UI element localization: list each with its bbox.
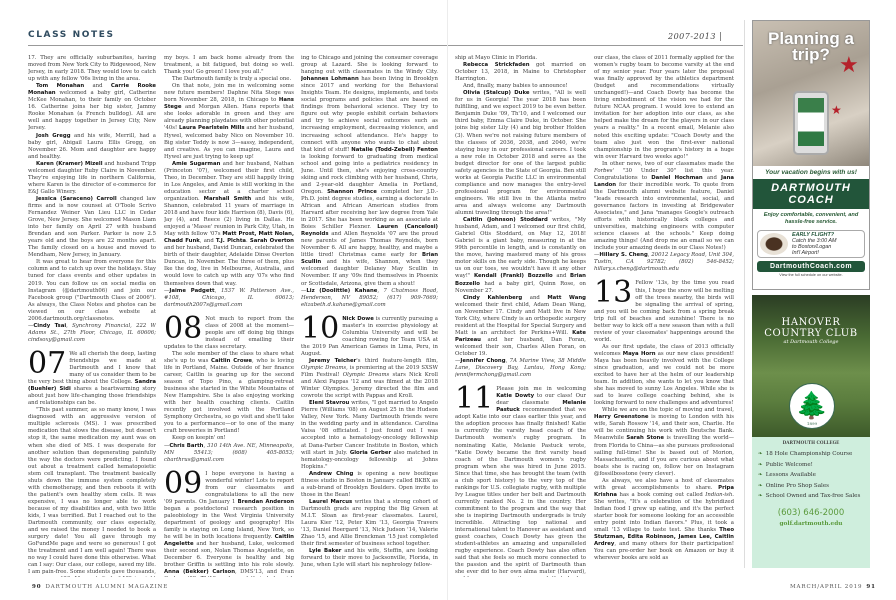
college-name: DARTMOUTH COLLEGE	[782, 440, 840, 445]
text-run: The Dartmouth family is truly a special one.	[172, 76, 292, 83]
classmate-name: Katie Dowty	[496, 393, 535, 400]
classmate-name: Gloria Gerber	[349, 449, 392, 456]
classmate-name: Caitlin Crowe	[211, 357, 253, 364]
correspondent-signoff	[594, 252, 734, 273]
text-run: and his wife, Shannon, when they welcomed daughter Delaney May Scullin in November. If any '09s find themselves in Phoenix or Scottsdale, Arizona, give them a shout!	[301, 259, 438, 287]
text-run: ship at Mayo Clinic in Florida.	[455, 55, 538, 61]
text-run: is travelling the world—from Florida to China—as she pursues professional sailing full-time! She is based out of Morion, Massachusetts, and if you are curious about what boats she is racing on, follow her on Instagram @fossilbosstone (very clever).	[594, 435, 734, 477]
class-note-paragraph	[301, 400, 438, 470]
text-run: As our first update, the class of 2013 officially welcomes	[594, 343, 734, 357]
class-note-paragraph	[594, 478, 734, 563]
ad-pitch: Enjoy comfortable, convenient, and hassle-free service.	[763, 212, 859, 225]
class-year-numeral: 08	[164, 310, 203, 346]
club-name-line2: COUNTRY CLUB	[764, 328, 858, 339]
class-note-paragraph	[594, 55, 734, 161]
text-run: , is premiering at the 2019 SXSW Film Festival!	[301, 365, 438, 379]
class-note-paragraph	[301, 499, 438, 548]
classmate-name: Liz (Doolittle) Kahane	[306, 287, 378, 294]
classmate-name: Maya Horn	[622, 350, 656, 357]
correspondent-signoff	[28, 323, 156, 344]
text-run: and her husband, Nathan (Princeton '07), welcomed their first child, Theo, in December. They are still happily living in Los Angeles, and Amie is still working in the education sector at a charter school organization.	[164, 160, 294, 202]
early-flight-line: Catch the 3:00 AM	[792, 237, 837, 244]
coffee-cup-icon	[760, 233, 788, 255]
class-year-section	[594, 275, 734, 343]
classmate-name: Sarah Stone	[626, 435, 664, 442]
smartphone-icon	[793, 91, 829, 155]
italic-text: Forbes	[594, 167, 613, 174]
text-run: and	[84, 83, 111, 90]
ad-tagline: Your vacation begins with us!	[765, 169, 857, 176]
footer-left	[28, 584, 168, 590]
classmate-name: Sandra (Buehler) Sidi	[28, 379, 156, 393]
early-flight-line: to Boston/Logan	[792, 244, 832, 250]
leaf-bullet-icon: ❧	[758, 482, 763, 489]
classmate-name: Matt Wang	[547, 294, 586, 301]
classmate-name: Karen (Kramer) Mizell	[36, 160, 103, 167]
class-year-numeral: 10	[301, 310, 340, 346]
text-run: Not much to report from the class of 2008 at the moment—people are off doing big things instead of emailing their updates to the class secretary.	[164, 315, 294, 350]
text-run: , who is loving life in Portland, Maine. Outside of her finance career, Caitlin is gearing up for the second season of Topo Pino, a glamping-retreat business she started in the White Mountains of New Hampshire. She is also enjoying working with her health coaching clients. Caitlin recently got involved with the Portland Symphony Orchestra, so go visit and she'll take you to a performance—or to one of the many craft breweries in Portland!	[164, 357, 294, 435]
classmate-name: Jaime Padgett	[169, 287, 215, 294]
text-run: ,	[505, 358, 510, 365]
italic-text: 310 14th Ave. NE, Minneapolis, MN 55413; (608) 405-8053; cbarthrus@gmail.com	[164, 442, 294, 463]
classmate-name: Carrie Rooke Monahan	[28, 83, 156, 97]
classmate-name: Caitlin (Johnson) Stoddard	[463, 217, 548, 224]
classmate-name: T.J. Plchta	[215, 238, 246, 245]
text-run: is moving to London with his wife, Sarah Rossow '14, and their son, Charlie. He will be continuing his work with Deutsche Bank. Meanwhile	[594, 414, 734, 442]
classmate-name: Laurel Marcus	[309, 498, 353, 505]
club-website-link[interactable]: golf.dartmouth.edu	[779, 520, 843, 527]
text-run: —	[301, 287, 307, 294]
text-run: , and	[199, 238, 216, 245]
class-note-paragraph	[164, 83, 294, 161]
header-rule	[28, 45, 743, 46]
text-run: "This past summer, as so many know, I was diagnosed with an aggressive version of multiple sclerosis (MS). I was prescribed medication that slows the disease, but doesn't stop it, the same medication my aunt was on when she died of MS. I was desperate for another solution than degenerating painfully the way the doctors were predicting. I found out about a treatment called hematopoietic stem cell transplant. The treatment basically shuts down the immune system completely with chemotherapy, and then reboots it with the patient's own healthy stem cells. It was expensive, I was no longer able to work because of my disabilities and, with two little kids, I was terrified. But I reached out to the Dartmouth community, our class especially, and we raised the money I needed to book a surgery date! You all gave through my GoFundMe page and were so generous! I got the treatment and I am well again! There was no way I could have done this otherwise. What can I say: Our class, our college, saved my life. I am pain-free. Some students gave thousands,	[28, 407, 156, 576]
classmate-name: Hans Stege	[164, 97, 294, 111]
classmate-name: Shannon Prince	[327, 188, 377, 195]
text-run: has been living in Brooklyn since 2017 and working for the Behavioral Insights Team. He designs, implements, and tests social programs and policies that are based on findings from behavioral science. They try to figure out why people exhibit certain behaviors and try to achieve social outcomes such as increasing employment, decreasing violence, and increasing school attendance. He's happy to connect with anyone who wants to chat about that kind of stuff!	[301, 76, 438, 153]
text-run: ' "30 Under 30" list this year. Congratulations to	[594, 167, 734, 181]
text-run: As always, we also have a host of classmates with great accomplishments to share.	[594, 477, 734, 491]
classmate-name: Jeremy Teicher	[309, 357, 357, 364]
classmate-name: Daniel Hochman	[651, 174, 703, 181]
text-run: and Allen Reynolds '07 are the proud new parents of James Thomas Reynolds, born November 6. All are happy, healthy, and maybe a little tired! Christmas came early for	[301, 231, 438, 259]
class-year-section	[301, 310, 438, 358]
coach-website-link[interactable]: DartmouthCoach.com	[757, 261, 865, 272]
italic-text: 20012 Legacy Road, Unit 304, Tustin, CA 92782; (802) 546-8452; hillary.s.cheng@dartmouth.edu	[594, 252, 734, 273]
class-note-paragraph	[594, 344, 734, 407]
text-run: While we are on the topic of moving and travel,	[602, 407, 734, 414]
italic-text: Olympic Dreams	[342, 372, 390, 379]
class-year-section	[164, 465, 294, 577]
text-run: The sole member of the class to share what she's up to was	[164, 350, 294, 364]
issue-date: MARCH/APRIL 2019	[790, 584, 863, 590]
dartmouth-coach-ad[interactable]	[752, 20, 870, 290]
class-years-range: 2007-2013	[668, 32, 721, 41]
classmate-name: Jana Landon	[594, 174, 734, 188]
text-run: On that note, join me in welcoming some new future members! Daphne Nita Stege was born November 28, 2018, in Chicago to	[164, 83, 294, 104]
text-run: our class, the class of 2011 formally applied for the women's rugby team to become varsity at the end of my senior year. Four years later the proposal was finally approved by the athletics department (budget and recommendations virtually unchanged!)—and Coach Dowty has become the living embodiment of the vision we had for the future NCAA program. I would love to extend an invitation for her adoption into our class, as she helped make the dream for the players in our class years a reality." In a recent email, Melanie also noted this exciting update: "Coach Dowty and the team also just won the first-ever national championship in the program's history in a huge win over Harvard two weeks ago!"	[594, 55, 734, 160]
class-note-paragraph	[301, 358, 438, 400]
class-note-paragraph	[28, 55, 156, 83]
text-run: And, finally, many babies to announce!	[463, 83, 568, 90]
correspondent-signoff	[164, 443, 294, 464]
text-run: also matched in hematology-oncology fellowship at Johns Hopkins."	[301, 449, 438, 470]
text-run: and his wife, Merrill, had a baby girl, Abigail Laura Ellis Gregg, on November 26. Mom and daughter are happy and healthy.	[28, 132, 156, 160]
classmate-name: Caitlin Angelette	[164, 534, 294, 548]
text-run: Please join me in welcoming	[496, 386, 586, 393]
early-flight-box	[757, 230, 865, 258]
ad-note: View the full schedule on our website.	[779, 273, 843, 277]
text-run: 's third feature-length film,	[356, 357, 438, 364]
class-year-section	[455, 381, 586, 577]
leaf-bullet-icon: ❧	[758, 493, 763, 499]
text-run: welcomed a baby girl, Catherine McKee Monahan, to their family on October 16. Catherine joins her big sister, Jammy Rooke Monahan (a French bulldog). All are well and happy together in Jersey City, New Jersey.	[28, 90, 156, 132]
classmate-name: Brendan Anderson	[237, 498, 294, 505]
ad-photo-beach-phone	[753, 21, 869, 166]
class-year-numeral: 07	[28, 345, 67, 381]
page-gutter	[447, 0, 448, 600]
classmate-name: Eleni Stavrou	[309, 400, 350, 407]
class-note-paragraph	[455, 55, 586, 62]
text-run: got married on October 13, 2018, in Maine to Christopher Harrington.	[455, 62, 586, 83]
text-run: and her husband, David Duncan, celebrated the birth of their daughter, Adelaide Dinse Overton Duncan, in November. The three of them, plus Ike the dog, live in Melbourne, Australia, and would love to catch up with any '07s who find themselves down that way.	[164, 245, 294, 287]
text-run: and her husband, Dan Foran, welcomed their son, Charles Allen Foran, on October 19.	[455, 336, 586, 357]
text-run: to our class! Our dear classmate	[496, 393, 586, 407]
classmate-name: Lyle Baker	[309, 548, 342, 555]
class-note-paragraph	[164, 161, 294, 288]
classmate-name: Lauren (Cancelosi) Reynolds	[301, 224, 438, 238]
class-year-numeral: 13	[594, 275, 633, 311]
text-run: has a book coming out called	[617, 491, 706, 498]
class-year-numeral: 09	[164, 465, 203, 501]
class-note-paragraph	[301, 471, 438, 499]
text-run: and	[702, 174, 721, 181]
hanover-country-club-ad[interactable]	[752, 295, 870, 568]
page-number-right: 91	[866, 584, 876, 590]
text-run: recommended that we adopt Katie into our class earlier this year, and the adoption process has finally finished! Katie is currently the varsity head coach of the Dartmouth women's rugby program. In nominating Katie, Melanie Pastuck wrote, "Katie Dowty became the first varsity head coach of the Dartmouth women's rugby program when she was hired in June 2015. Since that time, she has brought the team (with a club sport history) to the very top of the rankings for U.S. collegiate rugby, with multiple Ivy League titles under her belt and Dartmouth currently ranked No. 2 in the country. Her commitment to the program and the way that she is inspiring Dartmouth undergrads is truly incredible. Attracting top national and international talent to Hanover as assistant and guest coaches, Coach Dowty has given the student-athletes an amazing and unparalleled rugby experience. Coach Dowty has also often said that she feels so much more connected to the passion and the spirit of Dartmouth than she ever did to her own alma mater (Harvard),	[455, 407, 586, 576]
text-run: is currently pursuing a master's in exercise physiology at Columbia University and will be coaching rowing for Team USA at the 2019 Pan American Games in Lima, Peru, in August.	[301, 315, 438, 357]
text-run: .	[246, 238, 250, 245]
class-note-paragraph	[594, 407, 734, 477]
text-run: for their incredible work. To quote from the Dartmouth alumni website feature, Daniel "leads research into environmental, social, and governance factors in investing at Bridgewater Associates," and Jana "manages Google's outreach efforts with historically black colleges and universities, matching engineers with computer science classes at the schools." Keep doing amazing things! (And drop me an email so we can include your amazing deeds in our Class Notes!)	[594, 181, 734, 252]
text-run: had a baby girl, Quinn Rose, on November 27.	[455, 280, 586, 294]
text-run: ,	[377, 287, 384, 294]
class-note-paragraph	[164, 435, 294, 442]
classmate-name: Marshall Smith	[203, 195, 252, 202]
text-run: writes, "All is well for us in Georgia! The year 2018 has been fulfilling, and we expect 2019 to be even better. Benjamin Duke '09, Th'10, and I welcomed our third baby, Emma Claire Duke, in October. She joins big sister Lily (4) and big brother Holden (3). When we're not raising future members of the classes of 2036, 2038, and 2040, we're staying busy in our professional careers. I took a new role in October 2018 and serve as the budget director for one of the largest public safety agencies in the State of Georgia. Ben still works at Georgia Pacific LLC in environmental compliance and now manages the entry-level professional program for environmental engineers. We still live in the Atlanta metro area and always welcome any Dartmouth alumni traveling through the area!"	[455, 90, 586, 217]
correspondent-signoff	[164, 288, 294, 309]
text-run: is looking forward to graduating from medical school and going into a pediatrics residency in June. Until then, she's enjoying cross-country skiing and rock climbing with her husband, Chris, and 2-year-old daughter Amelia in Portland, Oregon.	[301, 153, 438, 195]
class-year-section	[28, 345, 156, 407]
italic-text: 1537 W. Patterson Ave., #108, Chicago, IL 60613; dartmouth2007s@gmail.com	[164, 287, 294, 308]
class-note-paragraph	[28, 83, 156, 132]
class-note-paragraph	[28, 407, 156, 577]
text-run: and her husband, Hywel, welcomed baby Nico on November 10. Big sister Teddy is now 3—sassy, independent, and creative. As you can imagine, Laura and Hywel are just trying to keep up!	[164, 125, 294, 160]
classmate-name: Laura Pearlstein Mills	[178, 125, 245, 132]
classmate-name: Chris Barth	[169, 442, 204, 449]
text-run: and his wife, Shannon, celebrated 11 years of marriage in 2018 and have four kids Harrison (8), Davis (6), Jay (4), and Reece (2) living in Dallas. He enjoyed a 'Masse' reunion in Park City, Utah, in May with fellow '07s	[164, 195, 294, 238]
text-run: and her husband, Luke, welcomed their second son, Nolan Thomas Angelette, on December 6. Everyone is healthy and big brother Griffin is settling into his role slowly.	[164, 541, 294, 569]
classmate-name: Tom Monahan	[36, 83, 85, 90]
classmate-name: Anna (Bekker) Carlson	[164, 569, 236, 576]
text-run: changed law firms and is now counsel at O'Toole Scrivo Fernandez Weiner Van Lieu LLC in Cedar Grove, New Jersey. She welcomed Mason Liam into her family on April 27 with husband Brendan and son Parker. Parker is now 2.5 years old and the boys are 22 months apart. The family closed on a house and moved to Mendham, New Jersey, in January.	[28, 195, 156, 259]
class-note-paragraph	[455, 62, 586, 83]
italic-text: Synchrony Financial, 222 W Adams St., 27th Floor, Chicago, IL 60606; cindsoxy@gmail.com	[28, 322, 156, 343]
classmate-name: Kate Parizeau	[455, 329, 586, 343]
leaf-bullet-icon: ❧	[758, 451, 763, 457]
class-note-paragraph	[455, 90, 586, 217]
magazine-title: DARTMOUTH ALUMNI MAGAZINE	[45, 584, 169, 590]
footer-right	[790, 584, 880, 590]
ad-brand: DARTMOUTH COACH	[753, 179, 869, 209]
seal-year: 1899	[806, 421, 818, 426]
starfish-icon: ★	[839, 53, 859, 78]
starfish-icon: ★	[831, 103, 842, 117]
text-run: —	[164, 442, 170, 449]
text-run: In other news, two of our classmates made the	[602, 160, 734, 167]
class-note-paragraph	[301, 548, 438, 569]
classmate-name: Brian Scullin	[301, 252, 438, 266]
leaf-bullet-icon: ❧	[758, 472, 763, 478]
text-run: ing to Chicago and joining the consumer coverage group at Lazard. She is looking forward to hanging out with classmates in the Windy City.	[301, 55, 438, 76]
class-year-numeral: 11	[455, 381, 494, 417]
classmate-name: Brian Bozzello	[455, 273, 586, 287]
text-run: —	[455, 358, 461, 365]
text-run: writes that a strong cohort of Dartmouth grads are repping the Big Green at M.I.T. Sloan as first-year classmates. Laurel, Laura Kier '12, Peter Kim '13, Georgia Travers '13, Daniel Roergard '13, Nick Judson '14, Valerie Zhao '15, and Allie Brenckman '15 just completed their first semester of business school together.	[301, 498, 438, 548]
classmate-name: Melanie Pastuck	[496, 400, 586, 414]
classmate-name: Natalie (Todd-Zebell) Fenton	[351, 146, 438, 153]
leaf-bullet-icon: ❧	[758, 461, 763, 468]
text-column-1	[28, 55, 156, 577]
feature-item: ❧ 18 Hole Championship Course	[758, 451, 853, 457]
text-run: is opening a new boutique fitness studio in Boston in January called BKBX as a sub-brand of Brooklyn Boulders. Open invite to those in the Bean!	[301, 470, 438, 498]
classmate-name: Olivia (Stalcup) Duke	[463, 90, 530, 97]
early-flight-line: Int'l Airport!	[792, 250, 819, 257]
classmate-name: Johannes Lohmann	[301, 76, 359, 83]
club-phone[interactable]: (603) 646-2000	[777, 507, 845, 518]
ad-divider	[744, 20, 745, 568]
class-note-paragraph	[164, 55, 294, 76]
classmate-name: Matt Prost, Matt Nolan, Chadd Funk	[164, 231, 294, 245]
correspondent-signoff	[455, 358, 586, 379]
text-run: stars Nick Kroll and Alexi Pappas '12 and was filmed at the 2018 Winter Olympics. Jeremy directed the film and cowrote the script with Pappas and Kroll.	[301, 372, 438, 400]
class-note-paragraph	[301, 55, 438, 288]
section-title: CLASS NOTES	[28, 30, 115, 40]
correspondent-signoff	[301, 288, 438, 309]
text-column-3	[301, 55, 438, 577]
classmate-name: Theo Stutzman, Edita Robinson, James Lee, Caitlin Ardrey	[594, 527, 734, 548]
text-run: ,	[214, 287, 221, 294]
text-run: and	[552, 273, 571, 280]
text-run: welcomed their first child, Adam Dean Wang, on November 17. Cindy and Matt live in New York City, where Cindy is an orthopedic surgery resident at the Hospital for Special Surgery and Matt is an architect for Perkins+Will.	[455, 301, 586, 336]
class-note-paragraph	[164, 76, 294, 83]
italic-text: Indian-ish	[705, 491, 733, 498]
text-run: completed her J.D.-Ph.D. joint degree studies, earning a doctorate in African and African American studies from Harvard after receiving her law degree from Yale in 2017. She has been working as an associate at Boies Schiller Flexner.	[301, 188, 438, 231]
class-note-paragraph	[455, 83, 586, 90]
class-note-paragraph	[28, 259, 156, 322]
classmate-name: Jessica (Saraceno) Carroll	[36, 195, 117, 202]
classmate-name: Andrew Ching	[309, 470, 354, 477]
text-run: shares a heartwarming story about just how life-changing those friendships and relationships can be.	[28, 386, 156, 407]
text-run: began a postdoctoral research position in paleobiology in the West Virginia University department of geology and geography! His family is staying on Long Island, New York, so he will be in both locations frequently.	[164, 505, 294, 541]
text-run: as our new class president! Maya has been heavily involved with the College since graduation, and we could not be more excited to have her at the helm of our leadership team. In addition, she wants to let you know that she has moved to sunny Los Angeles. While she is sad to leave college coaching behind, she is looking forward to new challenges and adventures!	[594, 350, 734, 407]
text-run: I hope everyone is having a wonderful winter! Lots to report from our classmates and congratulations to all the new '09 parents. On January 1	[164, 470, 294, 505]
italic-text: Olympic Dreams	[301, 365, 347, 372]
class-note-paragraph	[28, 161, 156, 196]
text-run: 17. They are officially suburbanites, having moved from New York City to Ridgewood, New Jersey, in early 2018. They would love to catch up with any fellow '06s living in the area.	[28, 55, 156, 83]
text-run: —	[594, 252, 600, 259]
class-note-paragraph	[594, 161, 734, 253]
classmate-name: Cindy Kahlenberg	[463, 294, 523, 301]
text-run: and his wife, Steffin, are looking forward to their move to Jacksonville, Florida, in June, when Lyle will start his nephrology fellow-	[301, 548, 438, 569]
class-note-paragraph	[28, 133, 156, 161]
feature-item: ❧ Online Pro Shop Sales	[758, 482, 830, 489]
class-note-paragraph	[455, 295, 586, 358]
text-run: Fellow '13s, by the time you read this, I hope the snow will be melting off the trees nearby, the birds will be signaling the arrival of spring, and you will be coming back from a spring break trip full of beaches and sunshine! There is no better way to kick off a new season than with a full review of your classmates' happenings around the world.	[594, 280, 734, 343]
classmate-name: Nick Dowe	[342, 315, 374, 322]
club-name-line1: HANOVER	[781, 317, 841, 328]
classmate-name: Jennifer Chong	[460, 358, 506, 365]
feature-item: ❧ Public Welcome!	[758, 461, 813, 468]
text-run: ,	[647, 252, 652, 259]
text-run: , DMS'13, and Evan	[235, 569, 294, 576]
ad-headline: Planning a trip?	[768, 29, 854, 64]
classmate-name: Amie Sugarman	[172, 160, 221, 167]
text-run: , and many others for their participation! You can pre-order her book on Amazon or buy it wherever books are sold as	[594, 541, 734, 562]
classmate-name: Rebecca Strickfaden	[463, 62, 530, 69]
classmate-name: Sarah Overton	[249, 238, 294, 245]
pine-tree-seal-icon: 🌲 1899	[789, 383, 835, 429]
golf-course-photo	[752, 295, 870, 437]
classmate-name: Kendall (Frankl) Bozzello	[474, 273, 553, 280]
text-column-2	[164, 55, 294, 577]
text-run: ,	[66, 322, 73, 329]
text-run: my boys. I am back home already from the treatment, a bit fatigued, but doing so well. Thank you! Go green! I love you all."	[164, 55, 294, 76]
classmate-name: Pripa Krishna	[594, 484, 734, 498]
text-run: and Morgan Allen. Hans reports that she looks adorable in green and they are already planning playdates with other potential '40s!	[164, 104, 294, 132]
text-run: and husband Tripp welcomed daughter Ruby Claire in November. They're enjoying life in northern California, where Karen is the director of e-commerce for E&J Gallo Winery.	[28, 160, 156, 195]
club-subtitle: at Dartmouth College	[783, 339, 839, 345]
feature-item: ❧ School Owned and Tax-free Sales	[758, 493, 861, 499]
text-run: It was great to hear from everyone for this column and to catch up over the holidays. Stay tuned for class events and other updates in 2019. You can follow us on social media on Instagram (@dartmouth06) and join our Facebook group ("Dartmouth Class of 2006"). As always, the Class Notes and photos can be viewed on our class website at 2006.dartmouth.org/classnotes.	[28, 259, 156, 322]
italic-text: 7A Marine View, 38 Middle Lane, Discovery Bay, Lantau, Hong Kong; jennifermchong@gmail.com	[455, 358, 586, 379]
classmate-name: Harry Greenstone	[594, 414, 649, 421]
text-run: —	[164, 287, 170, 294]
text-run: —	[28, 322, 34, 329]
text-run: writes, "My husband, Adam, and I welcomed our first child, Gabriel Otis Stoddard, on May 12, 2018! Gabriel is a giant baby, measuring in at the 99th percentile in length, and is constantly on the move, having mastered many of his gross motor skills on the early side. Though he keeps us on our toes, we wouldn't have it any other way!"	[455, 217, 586, 280]
classmate-name: Josh Gregg	[36, 132, 71, 139]
text-column-4	[455, 55, 586, 577]
text-run: Keep on keepin' on!	[172, 435, 226, 442]
class-year-section	[164, 310, 294, 351]
text-run: and	[522, 294, 548, 301]
class-note-paragraph	[28, 196, 156, 259]
class-note-paragraph	[455, 217, 586, 295]
classmate-name: Hillary S. Cheng	[599, 252, 648, 259]
early-flight-title: EARLY FLIGHT?	[792, 231, 835, 238]
classmate-name: Cindy Tsai	[33, 322, 67, 329]
feature-item: ❧ Lessons Available	[758, 472, 816, 478]
text-run: We all cherish the deep, lasting friendships we made at Dartmouth and I know that many of us consider them to be the very best thing about the College.	[28, 350, 156, 386]
text-run: ,	[203, 442, 208, 449]
text-run: writes, "I got married to Angelo Pierre (Williams '08) on August 25 in the Hudson Valley, New York. Many Dartmouth friends were in the wedding party and in attendance. Carolina Vaisa '08 officiated. I just found out I was accepted into a hematology-oncology fellowship at Dana-Farber Cancer Institute in Boston, which will start in July.	[301, 400, 438, 456]
italic-text: 7 Chatmoss Road, Henderson, NV 89052; (617) 909-7669; elizabeth.d.kahane@gmail.com	[301, 287, 438, 308]
text-run: . She writes, "It's a celebration of the hybridized Indian food I grew up eating, and it's the perfect starter book for someone looking for an accessible entry point into Indian flavors." Plus, it took a small '13 village to taste test. She thanks	[594, 491, 734, 534]
class-note-paragraph	[164, 351, 294, 436]
text-column-5	[594, 55, 734, 577]
page-number-left: 90	[32, 584, 42, 590]
